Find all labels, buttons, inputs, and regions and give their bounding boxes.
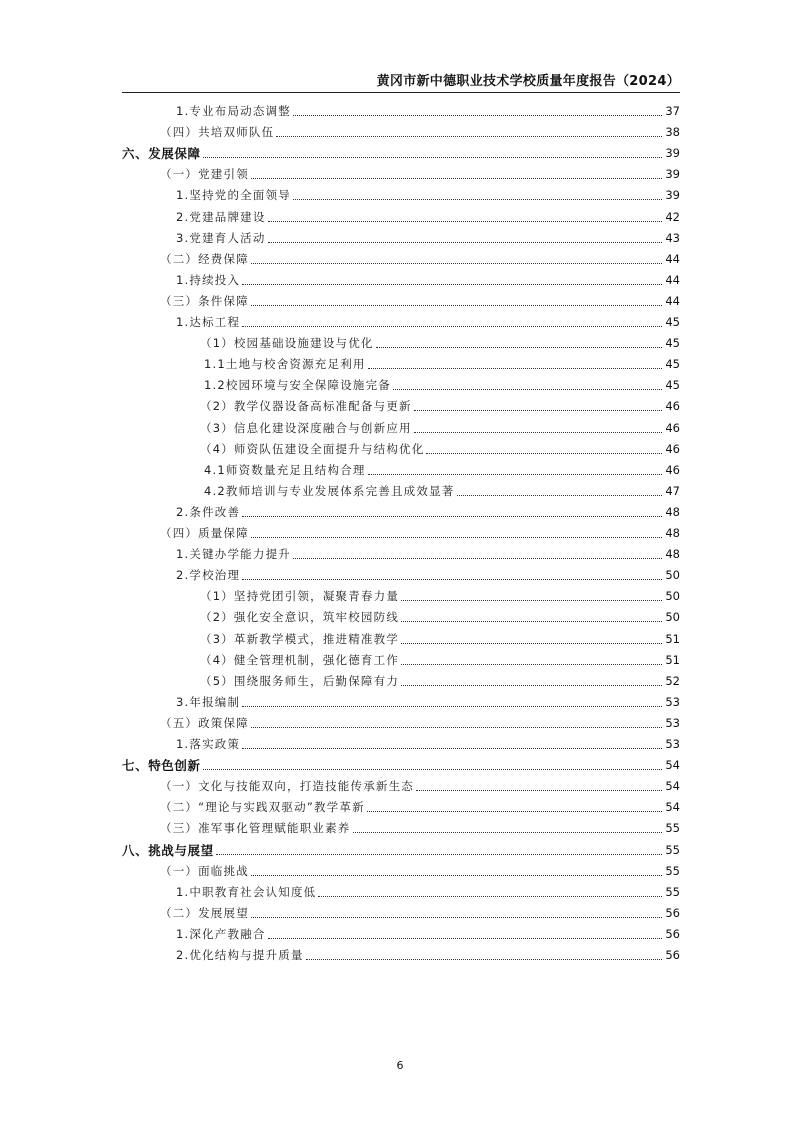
toc-dot-leader <box>376 347 662 348</box>
toc-entry-page: 38 <box>665 125 680 140</box>
toc-entry-label: 1.坚持党的全面领导 <box>176 188 291 203</box>
toc-entry[interactable] <box>122 393 680 414</box>
toc-entry-page: 45 <box>665 315 680 329</box>
toc-dot-leader <box>242 748 662 749</box>
toc-dot-leader <box>368 474 662 475</box>
toc-entry[interactable] <box>122 879 680 900</box>
toc-dot-leader <box>203 769 662 770</box>
toc-entry[interactable] <box>122 140 680 161</box>
toc-entry[interactable] <box>122 351 680 372</box>
toc-entry-page: 46 <box>665 462 680 477</box>
toc-entry-page: 56 <box>665 905 680 920</box>
toc-entry[interactable] <box>122 225 680 246</box>
toc-entry-page: 55 <box>665 863 680 878</box>
toc-dot-leader <box>293 558 662 559</box>
header-title: 黄冈市新中德职业技术学校质量年度报告（2024） <box>376 74 680 89</box>
toc-dot-leader <box>401 643 662 644</box>
toc-dot-leader <box>414 410 662 411</box>
page-number: 6 <box>396 1059 404 1072</box>
toc-entry-label: （二）“理论与实践双驱动”教学革新 <box>160 800 365 815</box>
toc-entry-label: 3.党建育人活动 <box>176 230 266 245</box>
toc-entry-page: 44 <box>665 272 680 287</box>
toc-entry-page: 48 <box>665 547 680 562</box>
toc-entry-page: 52 <box>665 673 680 688</box>
toc-entry[interactable] <box>122 562 680 583</box>
toc-entry[interactable] <box>122 752 680 773</box>
toc-entry[interactable] <box>122 668 680 689</box>
toc-dot-leader <box>416 790 662 791</box>
toc-entry-page: 43 <box>665 230 680 245</box>
toc-dot-leader <box>251 263 662 264</box>
toc-entry-page: 45 <box>665 378 680 393</box>
toc-entry-label: 1.关键办学能力提升 <box>176 547 291 562</box>
toc-entry-page: 47 <box>665 483 680 498</box>
toc-entry[interactable] <box>122 246 680 267</box>
toc-dot-leader <box>242 516 662 517</box>
toc-dot-leader <box>242 326 662 327</box>
toc-entry-page: 39 <box>665 167 680 182</box>
toc-entry[interactable] <box>122 98 680 119</box>
toc-entry-label: （四）共培双师队伍 <box>160 125 275 140</box>
toc-entry-label: 2.学校治理 <box>176 568 241 583</box>
toc-entry-label: 六、发展保障 <box>122 146 201 162</box>
toc-entry[interactable] <box>122 921 680 942</box>
toc-dot-leader <box>242 579 662 580</box>
toc-entry-label: 1.中职教育社会认知度低 <box>176 884 317 899</box>
toc-dot-leader <box>457 495 663 496</box>
toc-entry[interactable] <box>122 182 680 203</box>
toc-entry-page: 53 <box>665 737 680 751</box>
toc-entry-page: 55 <box>665 884 680 899</box>
toc-entry-label: （一）面临挑战 <box>160 863 249 878</box>
toc-entry-page: 44 <box>665 293 680 308</box>
toc-entry[interactable] <box>122 689 680 710</box>
toc-dot-leader <box>251 305 662 306</box>
toc-dot-leader <box>426 453 662 454</box>
toc-entry-label: （2）强化安全意识，筑牢校园防线 <box>200 610 400 625</box>
toc-entry-label: 1.1土地与校舍资源充足利用 <box>204 357 366 372</box>
toc-dot-leader <box>251 875 662 876</box>
toc-entry[interactable] <box>122 288 680 309</box>
toc-entry-label: 2.条件改善 <box>176 504 241 519</box>
toc-entry[interactable] <box>122 900 680 921</box>
toc-dot-leader <box>353 832 663 833</box>
toc-entry-label: （1）校园基础设施建设与优化 <box>200 336 374 351</box>
toc-entry[interactable] <box>122 626 680 647</box>
toc-entry-label: （5）围绕服务师生，后勤保障有力 <box>200 673 400 688</box>
toc-entry-label: 1.专业布局动态调整 <box>176 104 291 118</box>
toc-entry[interactable] <box>122 815 680 836</box>
toc-entry-label: 1.达标工程 <box>176 315 241 329</box>
toc-dot-leader <box>268 938 662 939</box>
toc-entry-label: 1.2校园环境与安全保障设施完备 <box>204 378 391 393</box>
toc-entry[interactable] <box>122 457 680 478</box>
toc-entry[interactable] <box>122 415 680 436</box>
toc-dot-leader <box>251 537 662 538</box>
toc-entry-page: 39 <box>665 188 680 203</box>
toc-entry-label: 4.1师资数量充足且结构合理 <box>204 462 366 477</box>
toc-entry[interactable] <box>122 731 680 752</box>
toc-dot-leader <box>368 368 662 369</box>
toc-entry-page: 51 <box>665 631 680 646</box>
toc-entry-label: 2.优化结构与提升质量 <box>176 948 304 962</box>
toc-entry-page: 50 <box>665 610 680 625</box>
toc-entry-page: 44 <box>665 251 680 266</box>
toc-entry-label: 七、特色创新 <box>122 758 201 774</box>
toc-entry[interactable] <box>122 773 680 794</box>
toc-entry-page: 45 <box>665 357 680 372</box>
toc-entry-page: 56 <box>665 926 680 941</box>
toc-entry[interactable] <box>122 541 680 562</box>
toc-dot-leader <box>318 896 662 897</box>
toc-entry[interactable] <box>122 647 680 668</box>
toc-dot-leader <box>242 706 662 707</box>
toc-entry[interactable] <box>122 942 680 963</box>
toc-entry[interactable] <box>122 837 680 858</box>
toc-entry[interactable] <box>122 309 680 330</box>
toc-dot-leader <box>401 621 662 622</box>
toc-dot-leader <box>276 136 662 137</box>
toc-entry[interactable] <box>122 858 680 879</box>
toc-entry-label: （3）信息化建设深度融合与创新应用 <box>200 420 412 435</box>
toc-dot-leader <box>401 600 662 601</box>
toc-dot-leader <box>293 199 662 200</box>
toc-entry-page: 42 <box>665 209 680 224</box>
toc-entry-page: 55 <box>665 842 680 857</box>
toc-entry-label: 1.落实政策 <box>176 737 241 751</box>
toc-entry[interactable] <box>122 436 680 457</box>
toc-entry-label: （二）发展展望 <box>160 905 249 920</box>
toc-entry-label: 1.深化产教融合 <box>176 926 266 941</box>
toc-entry-label: 2.党建品牌建设 <box>176 209 266 224</box>
toc-entry[interactable] <box>122 583 680 604</box>
toc-entry[interactable] <box>122 372 680 393</box>
toc-entry-page: 51 <box>665 652 680 667</box>
toc-entry-label: （二）经费保障 <box>160 251 249 266</box>
toc-dot-leader <box>401 664 662 665</box>
toc-entry-label: （三）准军事化管理赋能职业素养 <box>160 821 351 836</box>
page-header <box>122 66 680 93</box>
toc-entry-page: 56 <box>665 948 680 962</box>
toc-entry-label: （1）坚持党团引领，凝聚青春力量 <box>200 589 400 604</box>
toc-entry-page: 54 <box>665 779 680 794</box>
toc-entry[interactable] <box>122 267 680 288</box>
toc-entry[interactable] <box>122 710 680 731</box>
toc-entry-page: 48 <box>665 504 680 519</box>
toc-entry-page: 48 <box>665 526 680 540</box>
toc-entry-page: 46 <box>665 420 680 435</box>
toc-entry-page: 54 <box>665 800 680 815</box>
toc-entry[interactable] <box>122 478 680 499</box>
toc-entry[interactable] <box>122 161 680 182</box>
toc-entry-page: 55 <box>665 821 680 836</box>
toc-dot-leader <box>268 221 662 222</box>
toc-entry-label: （三）条件保障 <box>160 293 249 308</box>
toc-entry-label: （四）质量保障 <box>160 526 249 540</box>
toc-entry[interactable] <box>122 794 680 815</box>
toc-entry-page: 54 <box>665 758 680 773</box>
toc-entry-page: 39 <box>665 146 680 161</box>
toc-entry-page: 46 <box>665 399 680 414</box>
toc-dot-leader <box>393 389 662 390</box>
toc-entry[interactable] <box>122 204 680 225</box>
toc-dot-leader <box>251 178 662 179</box>
toc-entry-page: 45 <box>665 336 680 351</box>
toc-entry-page: 50 <box>665 568 680 583</box>
toc-entry-label: （五）政策保障 <box>160 715 249 730</box>
toc-entry[interactable] <box>122 119 680 140</box>
toc-entry-page: 53 <box>665 715 680 730</box>
toc-entry[interactable] <box>122 330 680 351</box>
toc-dot-leader <box>401 685 662 686</box>
toc-entry[interactable] <box>122 520 680 541</box>
toc-dot-leader <box>251 727 662 728</box>
toc-dot-leader <box>414 432 662 433</box>
toc-entry-label: 1.持续投入 <box>176 272 241 287</box>
toc-dot-leader <box>203 157 662 158</box>
toc-entry-page: 50 <box>665 589 680 604</box>
toc-entry-label: （4）师资队伍建设全面提升与结构优化 <box>200 441 425 456</box>
toc-entry[interactable] <box>122 499 680 520</box>
toc-entry-label: （3）革新教学模式，推进精准教学 <box>200 631 400 646</box>
toc-entry-page: 53 <box>665 694 680 709</box>
toc-entry-page: 37 <box>665 104 680 118</box>
toc-dot-leader <box>216 854 662 855</box>
toc-dot-leader <box>242 284 662 285</box>
toc-dot-leader <box>306 959 662 960</box>
toc-entry-label: 八、挑战与展望 <box>122 842 214 858</box>
toc-entry[interactable] <box>122 604 680 625</box>
toc-entry-label: 4.2教师培训与专业发展体系完善且成效显著 <box>204 483 455 498</box>
toc-dot-leader <box>293 115 662 116</box>
toc-entry-label: （一）党建引领 <box>160 167 249 182</box>
toc-entry-label: （2）教学仪器设备高标准配备与更新 <box>200 399 412 414</box>
toc-dot-leader <box>268 242 662 243</box>
toc-dot-leader <box>367 811 662 812</box>
toc-entry-label: （4）健全管理机制，强化德育工作 <box>200 652 400 667</box>
toc-entry-page: 46 <box>665 441 680 456</box>
toc-entry-label: 3.年报编制 <box>176 694 241 709</box>
toc-entry-label: （一）文化与技能双向，打造技能传承新生态 <box>160 779 414 794</box>
toc-dot-leader <box>251 917 662 918</box>
